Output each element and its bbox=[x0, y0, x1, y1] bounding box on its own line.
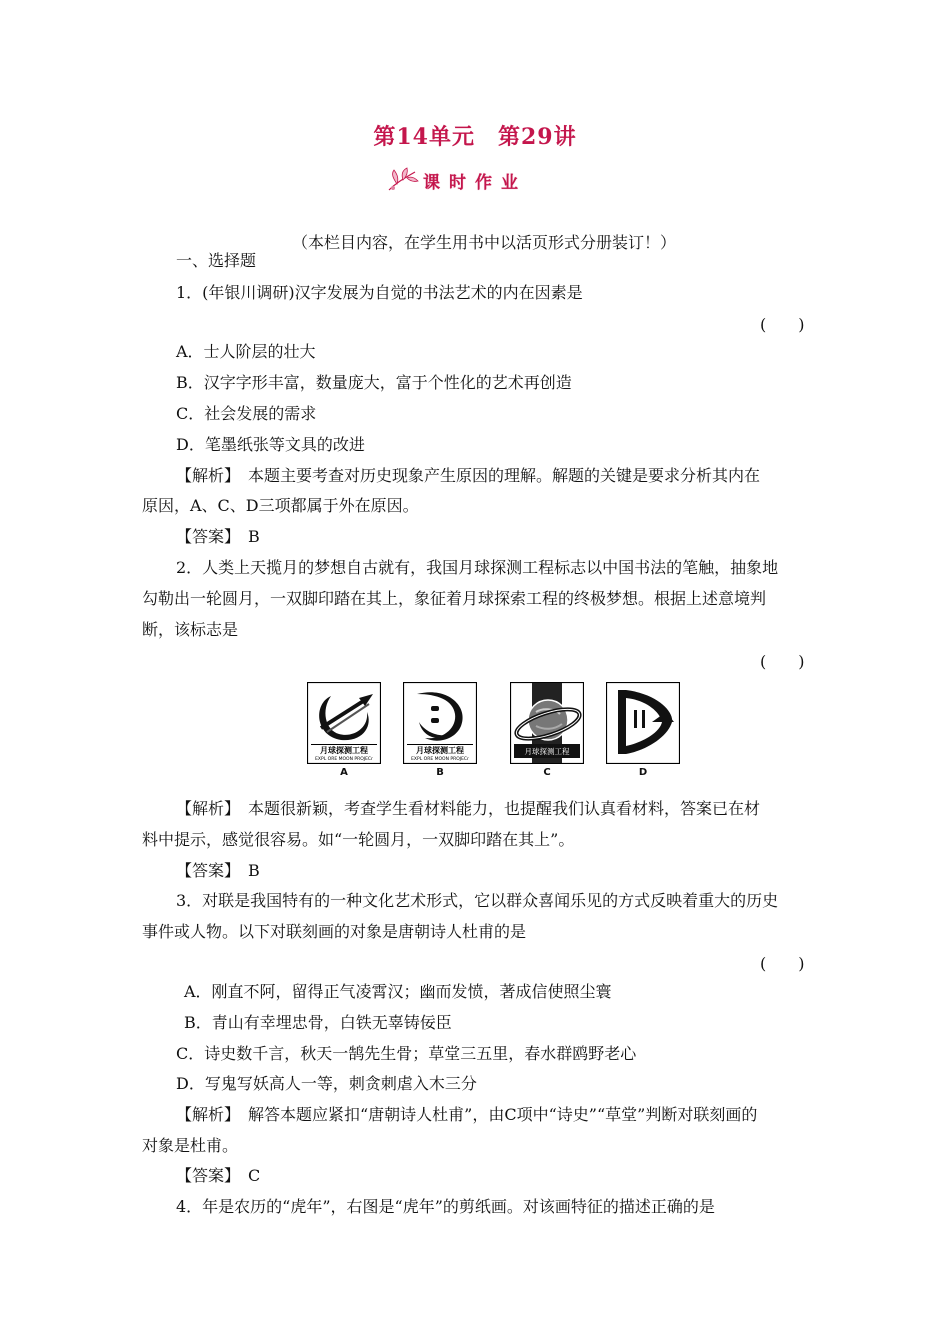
logo-text: 月球探测工程 bbox=[320, 746, 368, 755]
option: D．笔墨纸张等文具的改进 bbox=[176, 435, 365, 454]
logo-option-c bbox=[510, 682, 584, 764]
logo-caption: B bbox=[436, 767, 444, 778]
logo-option-a bbox=[307, 682, 381, 764]
question-stem: 1．(年银川调研)汉字发展为自觉的书法艺术的内在因素是 bbox=[176, 283, 583, 302]
question-stem: 断，该标志是 bbox=[142, 620, 239, 639]
logo-text: 月球探测工程 bbox=[524, 747, 570, 756]
moon-logo-d-icon bbox=[606, 682, 680, 764]
question-stem: 3．对联是我国特有的一种文化艺术形式，它以群众喜闻乐见的方式反映着重大的历史 bbox=[176, 891, 779, 910]
moon-logo-a-icon bbox=[307, 682, 381, 764]
page-title: 第14单元 第29讲 bbox=[373, 124, 577, 150]
flower-icon bbox=[385, 166, 421, 194]
answer-blank: ( ) bbox=[760, 315, 805, 334]
analysis-line: 【解析】 解答本题应紧扣“唐朝诗人杜甫”，由C项中“诗史”“草堂”判断对联刻画的 bbox=[176, 1105, 758, 1124]
analysis-line: 料中提示，感觉很容易。如“一轮圆月，一双脚印踏在其上”。 bbox=[142, 830, 575, 849]
option: A．刚直不阿，留得正气凌霄汉；幽而发愤，著成信使照尘寰 bbox=[184, 982, 612, 1001]
section-heading: 一、选择题 bbox=[176, 251, 257, 270]
logo-text: 月球探测工程 bbox=[416, 746, 464, 755]
badge-label: 课时作业 bbox=[423, 172, 527, 193]
logo-subtext: EXPL ORE MOON PROJECr bbox=[411, 757, 469, 762]
option: C．诗史数千言，秋天一鹄先生骨；草堂三五里，春水群鸥野老心 bbox=[176, 1044, 637, 1063]
question-stem: 4．年是农历的“虎年”，右图是“虎年”的剪纸画。对该画特征的描述正确的是 bbox=[176, 1197, 715, 1216]
analysis-line: 【解析】 本题主要考查对历史现象产生原因的理解。解题的关键是要求分析其内在 bbox=[176, 466, 761, 485]
option: C．社会发展的需求 bbox=[176, 404, 317, 423]
logo-caption: D bbox=[638, 767, 648, 778]
option: D．写鬼写妖高人一等，刺贪刺虐入木三分 bbox=[176, 1074, 477, 1093]
question-stem: 2．人类上天揽月的梦想自古就有，我国月球探测工程标志以中国书法的笔触，抽象地 bbox=[176, 558, 779, 577]
moon-logo-c-icon bbox=[510, 682, 584, 764]
option: B．青山有幸埋忠骨，白铁无辜铸佞臣 bbox=[184, 1013, 452, 1032]
analysis-line: 对象是杜甫。 bbox=[142, 1136, 239, 1155]
question-stem: 事件或人物。以下对联刻画的对象是唐朝诗人杜甫的是 bbox=[142, 922, 527, 941]
answer-blank: ( ) bbox=[760, 652, 805, 671]
option: A．士人阶层的壮大 bbox=[176, 342, 316, 361]
analysis-line: 【解析】 本题很新颖，考查学生看材料能力，也提醒我们认真看材料，答案已在材 bbox=[176, 799, 761, 818]
answer-blank: ( ) bbox=[760, 954, 805, 973]
answer-line: 【答案】 B bbox=[176, 527, 260, 546]
question-stem: 勾勒出一轮圆月，一双脚印踏在其上，象征着月球探索工程的终极梦想。根据上述意境判 bbox=[142, 589, 767, 608]
answer-line: 【答案】 C bbox=[176, 1166, 261, 1185]
logo-option-b bbox=[403, 682, 477, 764]
binding-note: （本栏目内容，在学生用书中以活页形式分册装订！） bbox=[292, 233, 677, 252]
homework-badge bbox=[385, 166, 527, 194]
answer-line: 【答案】 B bbox=[176, 861, 260, 880]
logo-option-d bbox=[606, 682, 680, 764]
option: B．汉字字形丰富，数量庞大，富于个性化的艺术再创造 bbox=[176, 373, 572, 392]
logo-caption: C bbox=[543, 767, 551, 778]
logo-subtext: EXPL ORE MOON PROJECr bbox=[315, 757, 373, 762]
analysis-line: 原因，A、C、D三项都属于外在原因。 bbox=[142, 496, 419, 515]
logo-caption: A bbox=[340, 767, 348, 778]
moon-logo-b-icon bbox=[403, 682, 477, 764]
